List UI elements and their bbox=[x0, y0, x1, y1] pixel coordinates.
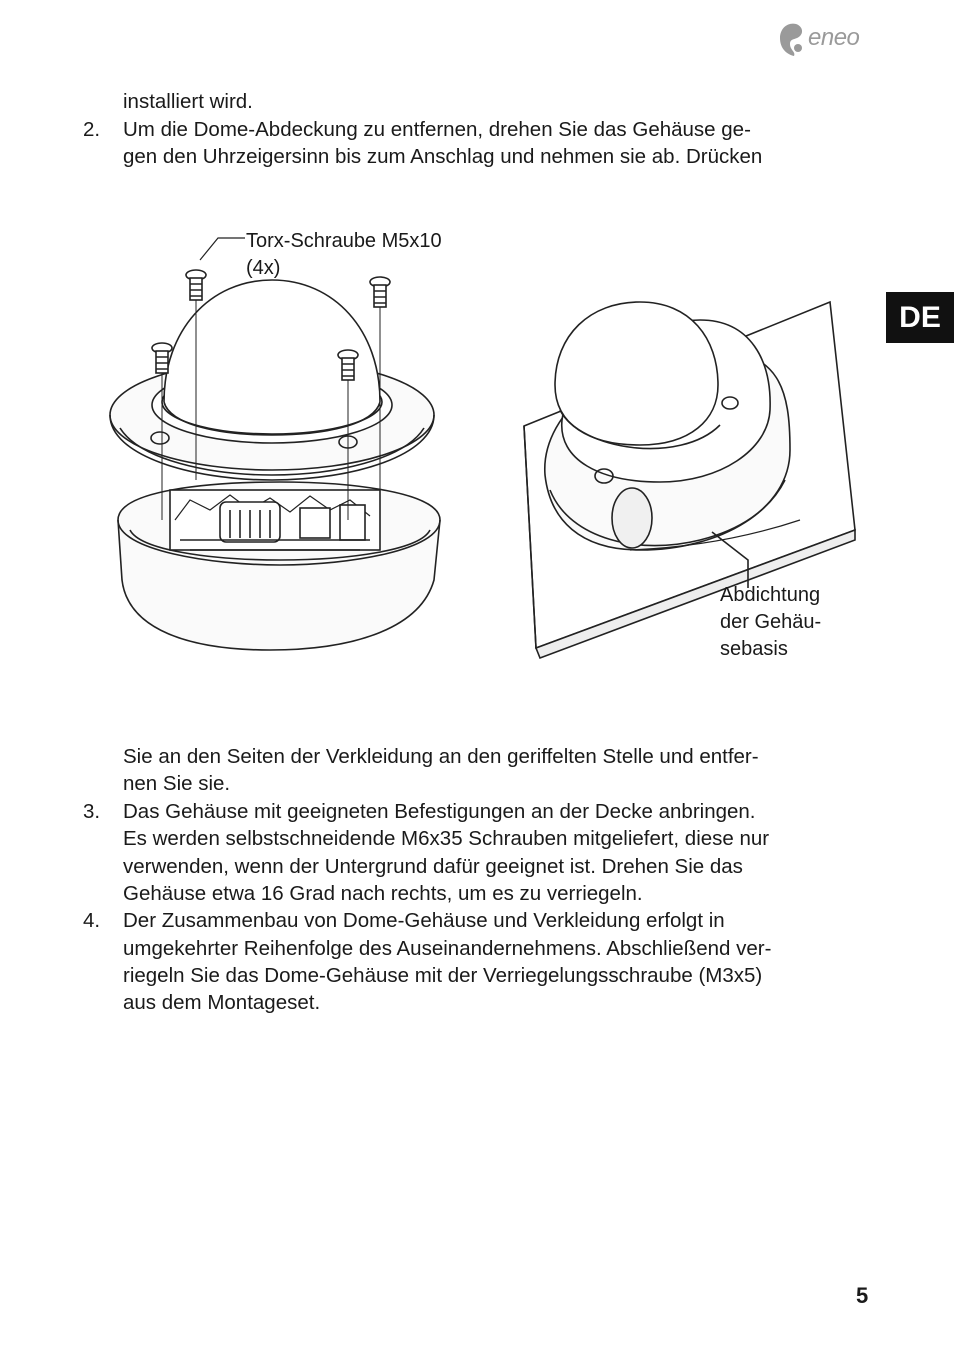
step-4-line-4: aus dem Montageset. bbox=[123, 991, 321, 1014]
step-2-line-1: Um die Dome-Abdeckung zu entfernen, drehen Sie das Gehäuse ge- bbox=[123, 118, 751, 141]
dome-camera-figure bbox=[100, 220, 860, 700]
step-4-number: 4. bbox=[83, 909, 101, 932]
step-3-line-4: Gehäuse etwa 16 Grad nach rechts, um es zu verriegeln. bbox=[123, 882, 643, 905]
step-2-line-2: gen den Uhrzeigersinn bis zum Anschlag und nehmen sie ab. Drücken bbox=[123, 145, 763, 168]
screw-label-line-1: Torx-Schraube M5x10 bbox=[246, 230, 442, 252]
step-4-line-2: umgekehrter Reihenfolge des Auseinandernehmens. Abschließend ver- bbox=[123, 937, 772, 960]
language-tab: DE bbox=[886, 292, 954, 343]
seal-label-line-3: sebasis bbox=[720, 638, 788, 660]
page-number: 5 bbox=[856, 1283, 869, 1308]
logo-text: eneo bbox=[808, 24, 860, 51]
seal-label-line-1: Abdichtung bbox=[720, 584, 821, 606]
step-3-number: 3. bbox=[83, 800, 101, 823]
step-3-line-2: Es werden selbstschneidende M6x35 Schrauben mitgeliefert, diese nur bbox=[123, 827, 770, 850]
step-3-line-1: Das Gehäuse mit geeigneten Befestigungen an der Decke anbringen. bbox=[123, 800, 756, 823]
screw-label-line-2: (4x) bbox=[246, 257, 281, 279]
step-4-line-3: riegeln Sie das Dome-Gehäuse mit der Verriegelungsschraube (M3x5) bbox=[123, 964, 763, 987]
step-4-line-1: Der Zusammenbau von Dome-Gehäuse und Verkleidung erfolgt in bbox=[123, 909, 725, 932]
intro-line: installiert wird. bbox=[123, 90, 253, 113]
step-2-line-4: nen Sie sie. bbox=[123, 772, 231, 795]
step-3-line-3: verwenden, wenn der Untergrund dafür geeignet ist. Drehen Sie das bbox=[123, 855, 743, 878]
step-2-number: 2. bbox=[83, 118, 101, 141]
step-2-line-3: Sie an den Seiten der Verkleidung an den geriffelten Stelle und entfer- bbox=[123, 745, 759, 768]
seal-label-line-2: der Gehäu- bbox=[720, 611, 822, 633]
